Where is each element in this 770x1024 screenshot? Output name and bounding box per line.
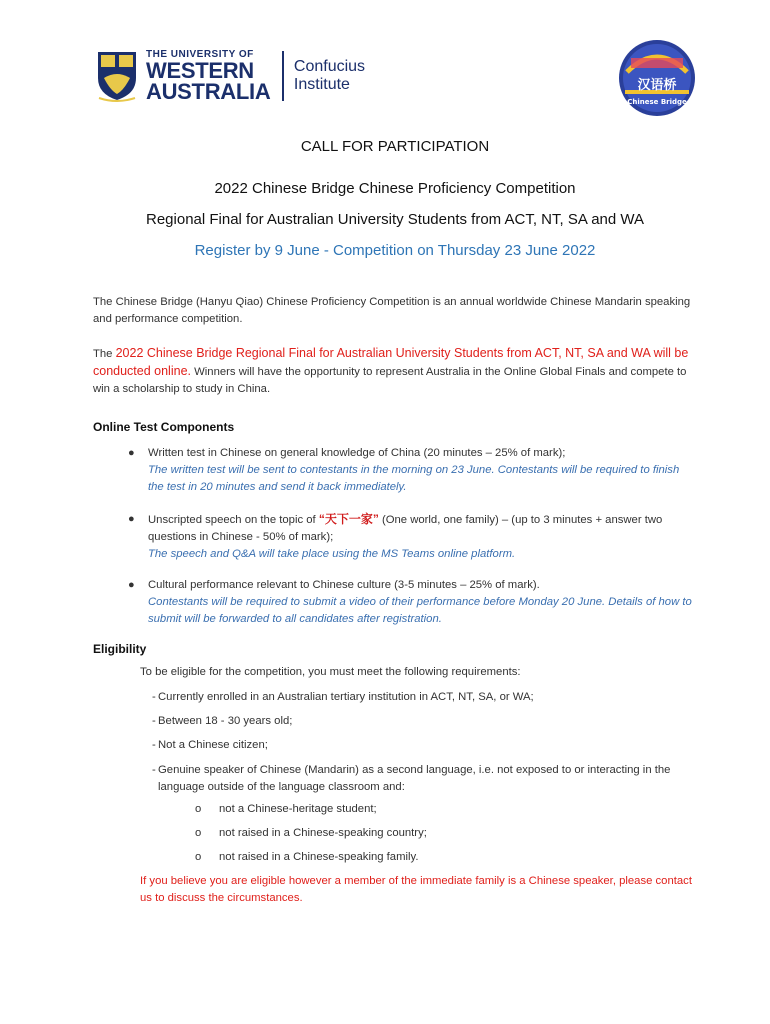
list-item [152, 689, 702, 706]
ci-line2: Institute [293, 76, 350, 93]
requirement-text: Between 18 - 30 years old; [158, 715, 293, 727]
component-note: Contestants will be required to submit a video of their performance before Monday 20 June. Details of how to submit will be forwarded to all candidates after registration. [148, 596, 692, 625]
competition-title: 2022 Chinese Bridge Chinese Proficiency Competition [214, 180, 576, 197]
header [0, 0, 770, 130]
eligibility-intro: To be eligible for the competition, you must meet the following requirements: [140, 666, 521, 678]
component-text: Written test in Chinese on general knowledge of China (20 minutes – 25% of mark); [148, 447, 566, 459]
requirement-text: Not a Chinese citizen; [158, 739, 268, 751]
call-title: CALL FOR PARTICIPATION [300, 138, 490, 155]
register-title: Register by 9 June - Competition on Thursday 23 June 2022 [194, 242, 596, 259]
component-text: Cultural performance relevant to Chinese culture (3-5 minutes – 25% of mark). [148, 579, 540, 591]
list-item [152, 762, 702, 796]
component-note: The speech and Q&A will take place using the MS Teams online platform. [148, 548, 516, 560]
component-note: The written test will be sent to contestants in the morning on 23 June. Contestants will be required to finish the test in 20 minutes and send it back immediately. [148, 464, 680, 493]
requirement-text: Currently enrolled in an Australian tertiary institution in ACT, NT, SA, or WA; [158, 691, 534, 703]
uwa-line2: WESTERN [146, 58, 254, 83]
regional-title: Regional Final for Australian University Students from ACT, NT, SA and WA [146, 211, 644, 228]
intro-paragraph: The Chinese Bridge (Hanyu Qiao) Chinese Proficiency Competition is an annual worldwide Chinese Mandarin speaking and performance competition. [93, 296, 691, 325]
components-heading: Online Test Components [93, 420, 235, 434]
component-text [148, 511, 698, 546]
list-item [195, 825, 427, 842]
list-item [128, 577, 698, 628]
list-item [195, 801, 377, 818]
req-marker: - [152, 715, 156, 727]
uwa-logo [96, 50, 365, 102]
uwa-line3: AUSTRALIA [146, 79, 271, 104]
list-item [128, 511, 698, 563]
component-text-a: Unscripted speech on the topic of [148, 514, 319, 526]
requirement-text: Genuine speaker of Chinese (Mandarin) as a second language, i.e. not exposed to or interacting in the language outside of the language classroom and: [158, 764, 671, 793]
chinese-bridge-logo [613, 38, 701, 118]
bullet-icon: ● [128, 447, 135, 459]
list-item [152, 713, 702, 730]
list-item [152, 737, 702, 754]
online-rest: Winners will have the opportunity to represent Australia in the Online Global Finals and compete to win a scholarship to study in China. [93, 366, 687, 395]
sub-item-text: not a Chinese-heritage student; [219, 803, 377, 815]
sub-item-text: not raised in a Chinese-speaking family. [219, 851, 419, 863]
uwa-line1: THE UNIVERSITY OF [146, 49, 254, 60]
req-marker: - [152, 739, 156, 751]
cb-en-text: Chinese Bridge [627, 98, 687, 106]
bullet-icon: ● [128, 513, 135, 525]
online-prefix: The [93, 348, 116, 360]
sub-marker: o [195, 827, 202, 839]
ci-line1: Confucius [293, 58, 366, 75]
uwa-crest-icon [96, 50, 138, 102]
req-marker: - [152, 691, 156, 703]
topic-cn: “天下一家” [318, 512, 379, 526]
logo-divider [282, 51, 284, 101]
cb-cn-text: 汉语桥 [637, 78, 677, 93]
sub-item-text: not raised in a Chinese-speaking country; [219, 827, 427, 839]
sub-marker: o [195, 803, 202, 815]
list-item [128, 445, 698, 496]
list-item [195, 849, 418, 866]
eligibility-note: If you believe you are eligible however a member of the immediate family is a Chinese speaker, please contact us to discuss the circumstances. [140, 875, 692, 904]
req-marker: - [152, 764, 156, 776]
online-paragraph [93, 345, 703, 398]
sub-marker: o [195, 851, 202, 863]
eligibility-heading: Eligibility [93, 642, 147, 656]
component-text-b: (One world, one family) – (up to 3 minutes + answer two questions in Chinese - 50% of mark); [148, 514, 663, 543]
bullet-icon: ● [128, 579, 135, 591]
online-highlight: 2022 Chinese Bridge Regional Final for Australian University Students from ACT, NT, SA and WA will be conducted online. [93, 346, 689, 378]
